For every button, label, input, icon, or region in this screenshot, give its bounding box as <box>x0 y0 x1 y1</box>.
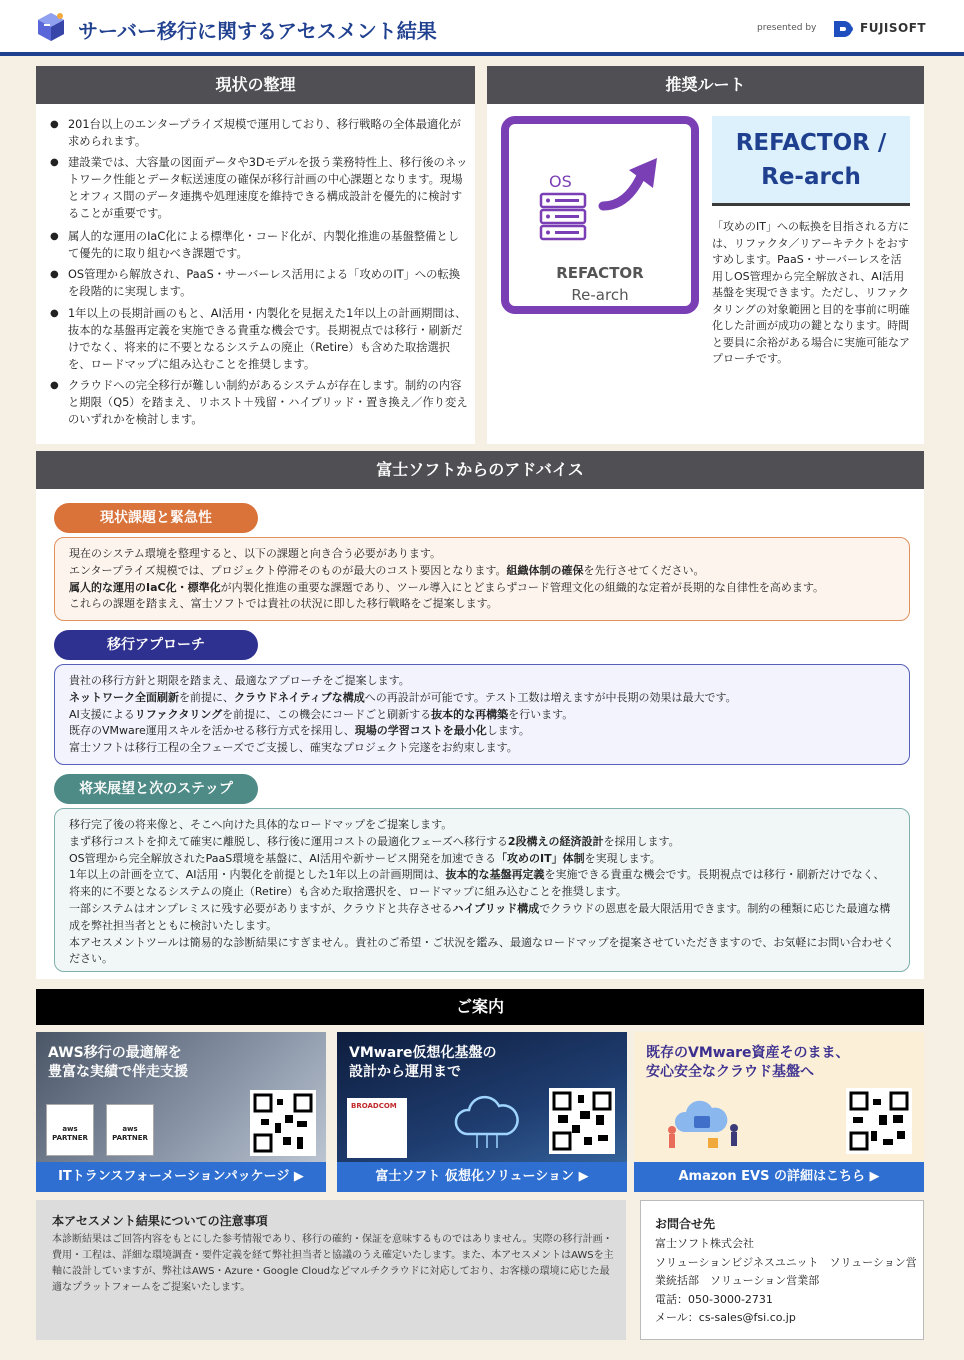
advice-panel <box>36 451 924 979</box>
brand-name: FUJISOFT <box>860 21 927 35</box>
current-situation-heading: 現状の整理 <box>36 66 475 104</box>
current-situation-panel <box>36 66 475 444</box>
amazon-evs-card[interactable] <box>634 1032 924 1192</box>
list-item: ● 201台以上のエンタープライズ規模で運用しており、移行戦略の全体最適化が求められます。 <box>50 116 470 150</box>
approach-line: AI支援によるリファクタリングを前提に、この機会にコードごと刷新する抜本的な再構築を行います。 <box>69 707 574 721</box>
recommend-title-line1: REFACTOR / <box>735 130 887 156</box>
recommended-route-panel <box>487 66 924 444</box>
approach-line: 貴社の移行方針と期限を踏まえ、最適なアプローチをご提案します。 <box>69 674 410 687</box>
aws-card-title: AWS移行の最適解を 豊富な実績で伴走支援 <box>48 1045 188 1080</box>
it-transformation-link[interactable]: ITトランスフォーメーションパッケージ ▶ <box>36 1162 326 1192</box>
future-line: 本アセスメントツールは簡易的な診断結果にすぎません。貴社のご希望・ご状況を鑑み、最適なロードマップを提案させていただきますので、お気軽にお問い合わせください。 <box>69 935 895 966</box>
approach-box <box>54 664 910 765</box>
contact-panel <box>640 1200 924 1340</box>
section-pill-future: 将来展望と次のステップ <box>54 774 258 804</box>
contact-company: 富士ソフト株式会社 <box>655 1237 754 1250</box>
recommended-route-heading: 推奨ルート <box>487 66 924 104</box>
os-label: OS <box>549 172 572 191</box>
future-line: OS管理から完全解放されたPaaS環境を基盤に、AI活用や新サービス開発を加速できる「攻めのIT」体制を実現します。 <box>69 851 661 865</box>
notes-heading: 本アセスメント結果についての注意事項 <box>52 1214 268 1228</box>
future-line: 1年以上の計画を立て、AI活用・内製化を前提とした1年以上の計画期間は、抜本的な基盤再定義を実施できる貴重な機会です。長期視点では移行・刷新だけでなく、将来的に不要となるシステムの廃止（Retire）も含めた取捨選択を、ロードマップに組み込むことを推奨します。 <box>69 868 885 899</box>
fujisoft-logo-icon <box>830 17 856 41</box>
page-header <box>0 0 964 56</box>
list-item: ● OS管理から解放され、PaaS・サーバーレス活用による「攻めのIT」への転換を段階的に実現します。 <box>50 266 470 300</box>
aws-partner-badge: aws PARTNER <box>106 1104 154 1156</box>
future-line: 移行完了後の将来像と、そこへ向けた具体的なロードマップをご提案します。 <box>69 818 453 831</box>
issues-line: 現在のシステム環境を整理すると、以下の課題と向き合う必要があります。 <box>69 547 442 560</box>
amazon-evs-link[interactable]: Amazon EVS の詳細はこちら ▶ <box>634 1162 924 1192</box>
advice-heading: 富士ソフトからのアドバイス <box>36 451 924 489</box>
info-heading: ご案内 <box>36 989 924 1025</box>
qr-code-icon <box>549 1088 615 1154</box>
server-icon <box>539 192 587 242</box>
refactor-card <box>501 116 699 314</box>
evs-card-title: 既存のVMware資産そのまま、 安心安全なクラウド基盤へ <box>646 1045 850 1080</box>
approach-line: 既存のVMware運用スキルを活かせる移行方式を採用し、現場の学習コストを最小化します。 <box>69 724 530 738</box>
issues-line: これらの課題を踏まえ、富士ソフトでは貴社の状況に即した移行戦略をご提案します。 <box>69 597 498 611</box>
issues-line: エンタープライズ規模では、プロジェクト停滞そのものが最大のコスト要因となります。組織体制の確保を先行させてください。 <box>69 563 705 577</box>
rearch-label: Re-arch <box>571 286 629 304</box>
section-pill-approach: 移行アプローチ <box>54 630 258 660</box>
issues-line: 属人的な運用のIaC化・標準化が内製化推進の重要な課題であり、ツール導入にとどまらずコード管理文化の組織的な定着が長期的な自律性を高めます。 <box>69 580 824 594</box>
vmware-card[interactable] <box>337 1032 627 1192</box>
contact-heading: お問合せ先 <box>655 1217 716 1231</box>
vmware-card-title: VMware仮想化基盤の 設計から運用まで <box>349 1045 497 1080</box>
contact-mail[interactable]: メール：cs-sales@fsi.co.jp <box>655 1311 796 1324</box>
broadcom-badge: BROADCOM <box>347 1098 407 1158</box>
notes-text: 本診断結果はご回答内容をもとにした参考情報であり、移行の確約・保証を意味するものではありません。実際の移行計画・費用・工程は、詳細な環境調査・要件定義を経て弊社担当者と協議のうえ確定いたします。また、本アセスメントはAWSを主軸に設計していますが、弊社はAWS・Azure・Google Cloudなどマルチクラウドに対応しており、お客様の環境に応じた最適なプラットフォームをご提案いたします。 <box>52 1234 614 1293</box>
contact-dept: ソリューションビジネスユニット ソリューション営業統括部 ソリューション営業部 <box>655 1255 917 1287</box>
future-box <box>54 808 910 972</box>
approach-line: ネットワーク全面刷新を前提に、クラウドネイティブな構成への再設計が可能です。テスト工数は増えますが中長期の効果は最大です。 <box>69 690 737 704</box>
contact-tel: 電話：050-3000-2731 <box>655 1292 773 1306</box>
list-item: ● 属人的な運用のIaC化による標準化・コード化が、内製化推進の基盤整備として優先的に取り組むべき課題です。 <box>50 228 470 262</box>
future-line: まず移行コストを抑えて確実に離脱し、移行後に運用コストの最適化フェーズへ移行する2段構えの経済設計を採用します。 <box>69 834 680 848</box>
aws-partner-badge: aws PARTNER <box>46 1104 94 1156</box>
cloud-icon <box>447 1092 527 1152</box>
issues-box <box>54 537 910 621</box>
upward-arrow-icon <box>597 154 667 214</box>
virtualization-solution-link[interactable]: 富士ソフト 仮想化ソリューション ▶ <box>337 1162 627 1192</box>
list-item: ● クラウドへの完全移行が難しい制約があるシステムが存在します。制約の内容と期限（Q5）を踏まえ、リホスト＋残留・ハイブリッド・置き換え／作り変えのいずれかを検討します。 <box>50 377 470 428</box>
server-cube-icon <box>34 10 68 44</box>
recommend-description: 「攻めのIT」への転換を目指される方には、リファクタ／リアーキテクトをおすすめします。PaaS・サーバーレスを活用しOS管理から完全解放され、AI活用基盤を実現できます。ただし、リファクタリングの対象範囲と目的を事前に明確化した計画が成功の鍵となります。時間と要員に余裕がある場合に実施可能なアプローチです。 <box>712 220 910 365</box>
approach-line: 富士ソフトは移行工程の全フェーズでご支援し、確実なプロジェクト完遂をお約束します。 <box>69 741 518 755</box>
page-title: サーバー移行に関するアセスメント結果 <box>78 19 437 43</box>
notes-panel <box>36 1200 626 1340</box>
qr-code-icon <box>846 1088 912 1154</box>
list-item: ● 1年以上の長期計画のもと、AI活用・内製化を見据えた1年以上の計画期間は、抜本的な基盤再定義を実施できる貴重な機会です。長期視点では移行・刷新だけでなく、将来的に不要となるシステムの廃止（Retire）も含めた取捨選択を、ロードマップに組み込むことを推奨します。 <box>50 305 470 373</box>
list-item: ● 建設業では、大容量の図面データや3Dモデルを扱う業務特性上、移行後のネットワーク性能とデータ転送速度の確保が移行計画の中心課題となります。現場とオフィス間のデータ連携や処理速度を維持できる構成設計を優先的に検討することが重要です。 <box>50 154 470 222</box>
aws-card[interactable] <box>36 1032 326 1192</box>
contact-text <box>655 1235 917 1328</box>
section-pill-issues: 現状課題と緊急性 <box>54 503 258 533</box>
recommend-title-line2: Re-arch <box>761 164 861 190</box>
recommend-title-box <box>712 116 910 206</box>
presented-by-label: presented by <box>757 23 817 33</box>
refactor-label: REFACTOR <box>556 264 644 282</box>
qr-code-icon <box>250 1090 316 1156</box>
future-line: 一部システムはオンプレミスに残す必要がありますが、クラウドと共存させるハイブリッド構成でクラウドの恩恵を最大限活用できます。制約の種類に応じた最適な構成を弊社担当者とともに検討いたします。 <box>69 901 891 932</box>
cloud-people-icon <box>658 1092 748 1156</box>
